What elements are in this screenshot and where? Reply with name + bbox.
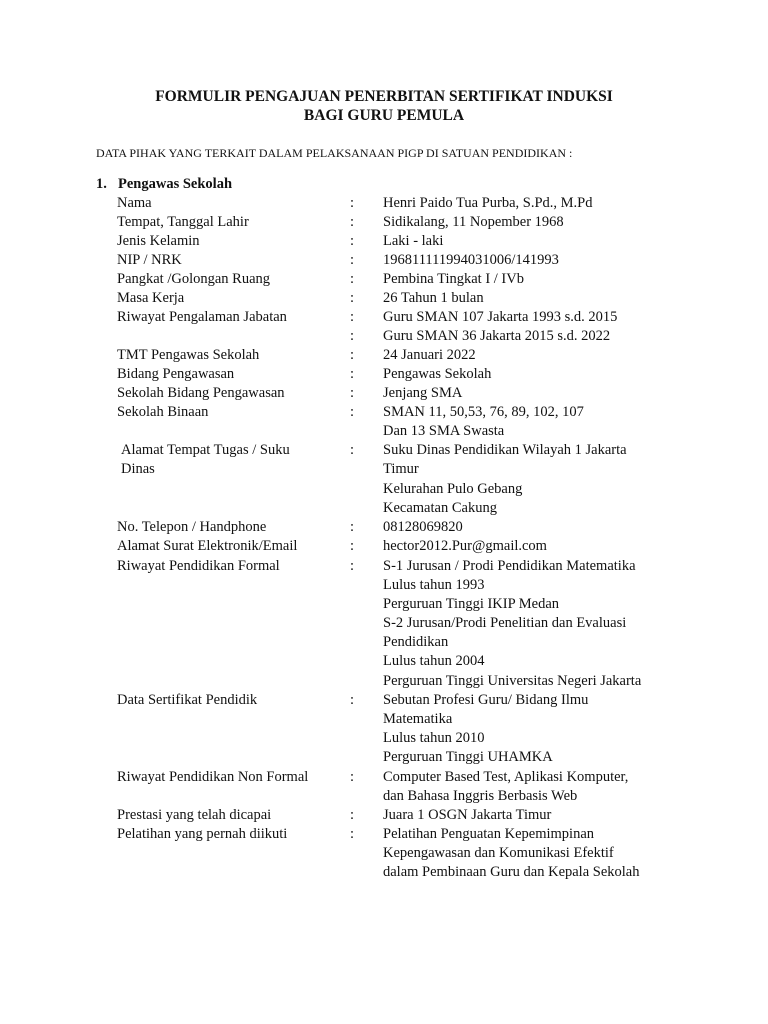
section-title: Pengawas Sekolah xyxy=(118,176,233,192)
field-value-tmt: 24 Januari 2022 xyxy=(383,347,476,363)
field-colon: : xyxy=(350,519,355,535)
field-label-sertifikat: Data Sertifikat Pendidik xyxy=(117,692,258,708)
field-value-pendidikan-formal-6: Lulus tahun 2004 xyxy=(383,653,485,669)
field-colon: : xyxy=(350,558,355,574)
field-value-sekolah-binaan-1: SMAN 11, 50,53, 76, 89, 102, 107 xyxy=(383,404,584,420)
field-value-sertifikat-3: Lulus tahun 2010 xyxy=(383,730,485,746)
field-label-prestasi: Prestasi yang telah dicapai xyxy=(117,807,272,823)
field-value-pendidikan-formal-5: Pendidikan xyxy=(383,634,449,650)
field-label-bidang: Bidang Pengawasan xyxy=(117,366,235,382)
field-colon: : xyxy=(350,290,355,306)
field-value-nama: Henri Paido Tua Purba, S.Pd., M.Pd xyxy=(383,195,593,211)
field-colon: : xyxy=(350,385,355,401)
field-colon: : xyxy=(350,195,355,211)
field-colon: : xyxy=(350,442,355,458)
field-value-non-formal-2: dan Bahasa Inggris Berbasis Web xyxy=(383,788,578,804)
field-label-non-formal: Riwayat Pendidikan Non Formal xyxy=(117,769,309,785)
field-value-pangkat: Pembina Tingkat I / IVb xyxy=(383,271,524,287)
field-colon: : xyxy=(350,252,355,268)
field-value-pendidikan-formal-7: Perguruan Tinggi Universitas Negeri Jakarta xyxy=(383,673,642,689)
field-colon: : xyxy=(350,769,355,785)
field-label-email: Alamat Surat Elektronik/Email xyxy=(117,538,298,554)
field-value-bidang: Pengawas Sekolah xyxy=(383,366,492,382)
field-colon: : xyxy=(350,366,355,382)
field-value-email: hector2012.Pur@gmail.com xyxy=(383,538,547,554)
field-value-alamat-tugas-2: Timur xyxy=(383,461,419,477)
field-colon: : xyxy=(350,233,355,249)
field-value-riwayat-jabatan-2: Guru SMAN 36 Jakarta 2015 s.d. 2022 xyxy=(383,328,611,344)
field-label-pelatihan: Pelatihan yang pernah diikuti xyxy=(117,826,288,842)
field-colon: : xyxy=(350,807,355,823)
field-value-sekolah-binaan-2: Dan 13 SMA Swasta xyxy=(383,423,505,439)
document-title-line-1: FORMULIR PENGAJUAN PENERBITAN SERTIFIKAT INDUKSI xyxy=(155,88,613,105)
field-value-pendidikan-formal-3: Perguruan Tinggi IKIP Medan xyxy=(383,596,560,612)
field-value-pelatihan-3: dalam Pembinaan Guru dan Kepala Sekolah xyxy=(383,864,640,880)
field-value-riwayat-jabatan-1: Guru SMAN 107 Jakarta 1993 s.d. 2015 xyxy=(383,309,618,325)
field-label-riwayat-jabatan: Riwayat Pengalaman Jabatan xyxy=(117,309,287,325)
field-label-alamat-tugas-2: Dinas xyxy=(121,461,155,477)
field-value-jenis-kelamin: Laki - laki xyxy=(383,233,444,249)
field-label-nama: Nama xyxy=(117,195,152,211)
field-value-alamat-tugas-1: Suku Dinas Pendidikan Wilayah 1 Jakarta xyxy=(383,442,627,458)
field-label-sekolah-binaan: Sekolah Binaan xyxy=(117,404,209,420)
field-label-sekolah-bidang: Sekolah Bidang Pengawasan xyxy=(117,385,285,401)
field-value-pendidikan-formal-2: Lulus tahun 1993 xyxy=(383,577,485,593)
field-value-pendidikan-formal-4: S-2 Jurusan/Prodi Penelitian dan Evaluasi xyxy=(383,615,627,631)
field-value-sertifikat-2: Matematika xyxy=(383,711,453,727)
field-label-jenis-kelamin: Jenis Kelamin xyxy=(117,233,200,249)
field-colon: : xyxy=(350,692,355,708)
field-value-pendidikan-formal-1: S-1 Jurusan / Prodi Pendidikan Matematika xyxy=(383,558,636,574)
field-colon: : xyxy=(350,826,355,842)
field-value-pelatihan-2: Kepengawasan dan Komunikasi Efektif xyxy=(383,845,614,861)
field-value-alamat-tugas-3: Kelurahan Pulo Gebang xyxy=(383,481,523,497)
field-label-pangkat: Pangkat /Golongan Ruang xyxy=(117,271,271,287)
document-subtitle: DATA PIHAK YANG TERKAIT DALAM PELAKSANAAN PIGP DI SATUAN PENDIDIKAN : xyxy=(96,146,573,160)
field-label-tmt: TMT Pengawas Sekolah xyxy=(117,347,260,363)
field-label-telepon: No. Telepon / Handphone xyxy=(117,519,267,535)
document-title-line-2: BAGI GURU PEMULA xyxy=(303,107,465,124)
field-value-pelatihan-1: Pelatihan Penguatan Kepemimpinan xyxy=(383,826,595,842)
field-value-sekolah-bidang: Jenjang SMA xyxy=(383,385,463,401)
section-number: 1. xyxy=(96,176,107,192)
field-colon: : xyxy=(350,347,355,363)
field-colon: : xyxy=(350,328,355,344)
field-label-pendidikan-formal: Riwayat Pendidikan Formal xyxy=(117,558,280,574)
field-colon: : xyxy=(350,309,355,325)
field-value-non-formal-1: Computer Based Test, Aplikasi Komputer, xyxy=(383,769,629,785)
field-label-ttl: Tempat, Tanggal Lahir xyxy=(117,214,249,230)
field-value-sertifikat-4: Perguruan Tinggi UHAMKA xyxy=(383,749,553,765)
field-colon: : xyxy=(350,271,355,287)
field-value-masa-kerja: 26 Tahun 1 bulan xyxy=(383,290,484,306)
field-value-alamat-tugas-4: Kecamatan Cakung xyxy=(383,500,497,516)
field-label-nip: NIP / NRK xyxy=(117,252,182,268)
field-label-masa-kerja: Masa Kerja xyxy=(117,290,185,306)
field-value-prestasi: Juara 1 OSGN Jakarta Timur xyxy=(383,807,552,823)
field-value-sertifikat-1: Sebutan Profesi Guru/ Bidang Ilmu xyxy=(383,692,589,708)
field-colon: : xyxy=(350,214,355,230)
field-value-telepon: 08128069820 xyxy=(383,519,463,535)
field-colon: : xyxy=(350,538,355,554)
field-value-ttl: Sidikalang, 11 Nopember 1968 xyxy=(383,214,564,230)
field-colon: : xyxy=(350,404,355,420)
field-label-alamat-tugas-1: Alamat Tempat Tugas / Suku xyxy=(121,442,290,458)
field-value-nip: 196811111994031006/141993 xyxy=(383,252,559,268)
